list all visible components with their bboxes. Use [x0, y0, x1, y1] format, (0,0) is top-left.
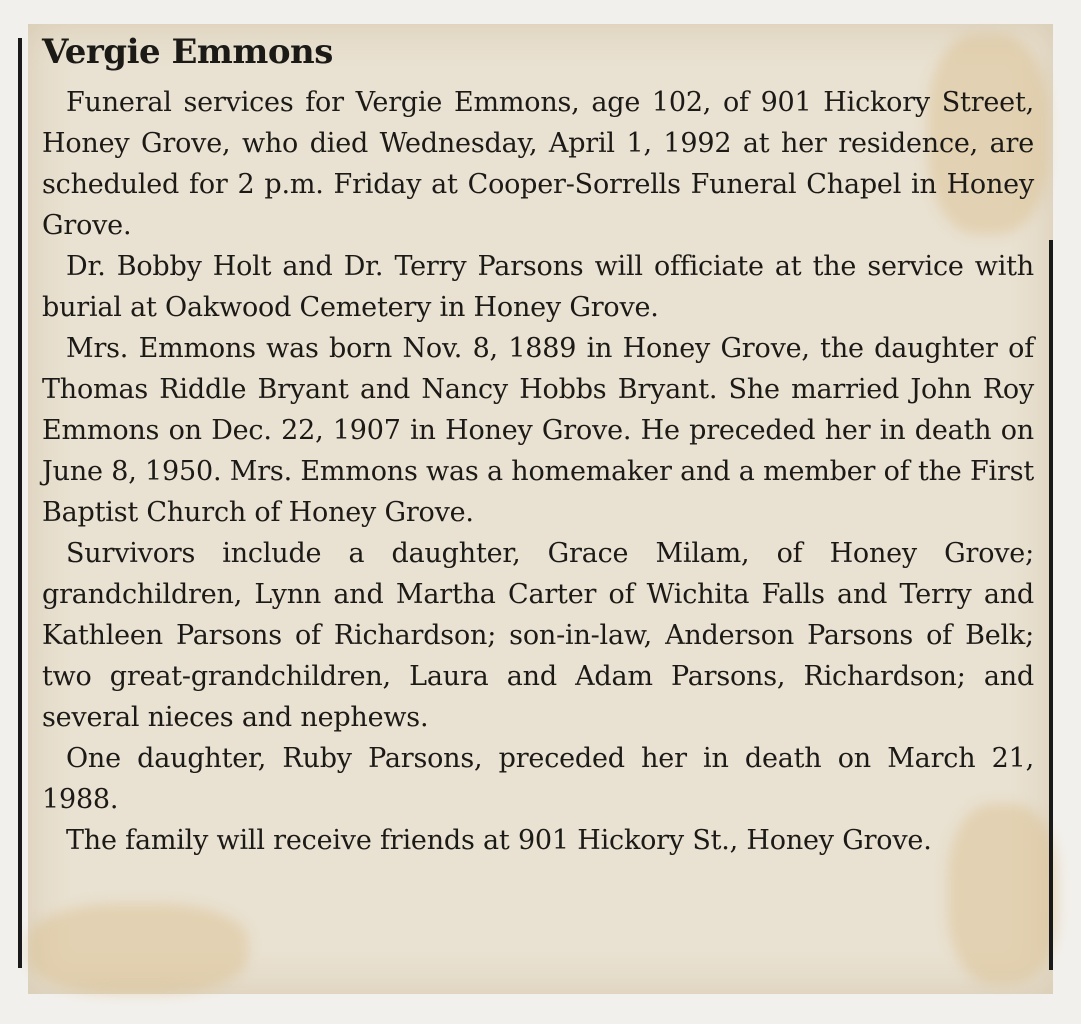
- obituary-headline: Vergie Emmons: [42, 32, 333, 72]
- paper-stain: [28, 904, 248, 994]
- paragraph-receive-friends: The family will receive friends at 901 Hickory St., Honey Grove.: [66, 825, 932, 856]
- paragraph-biography: Mrs. Emmons was born Nov. 8, 1889 in Honey Grove, the daughter of Thomas Riddle Bryant and Nancy Hobbs Bryant. She married John Roy Emmons on Dec. 22, 1907 in Honey Grove. He preceded her in death on June 8, 1950. Mrs. Emmons was a homemaker and a member of the First Baptist Church of Honey Grove.: [42, 333, 1034, 528]
- paragraph-officiants: Dr. Bobby Holt and Dr. Terry Parsons will officiate at the service with burial at Oakwood Cemetery in Honey Grove.: [42, 251, 1034, 323]
- paragraph-preceded-in-death: One daughter, Ruby Parsons, preceded her in death on March 21, 1988.: [42, 743, 1034, 815]
- obituary-article: [42, 30, 1034, 861]
- paragraph-survivors: Survivors include a daughter, Grace Milam, of Honey Grove; grandchildren, Lynn and Martha Carter of Wichita Falls and Terry and Kathleen Parsons of Richardson; son-in-law, Anderson Parsons of Belk; two great-grandchildren, Laura and Adam Parsons, Richardson; and several nieces and nephews.: [42, 538, 1034, 733]
- column-rule-right: [1049, 240, 1053, 970]
- column-rule-left: [18, 38, 22, 968]
- paragraph-funeral-services: Funeral services for Vergie Emmons, age 102, of 901 Hickory Street, Honey Grove, who died Wednesday, April 1, 1992 at her residence, are scheduled for 2 p.m. Friday at Cooper-Sorrells Funeral Chapel in Honey Grove.: [42, 87, 1034, 241]
